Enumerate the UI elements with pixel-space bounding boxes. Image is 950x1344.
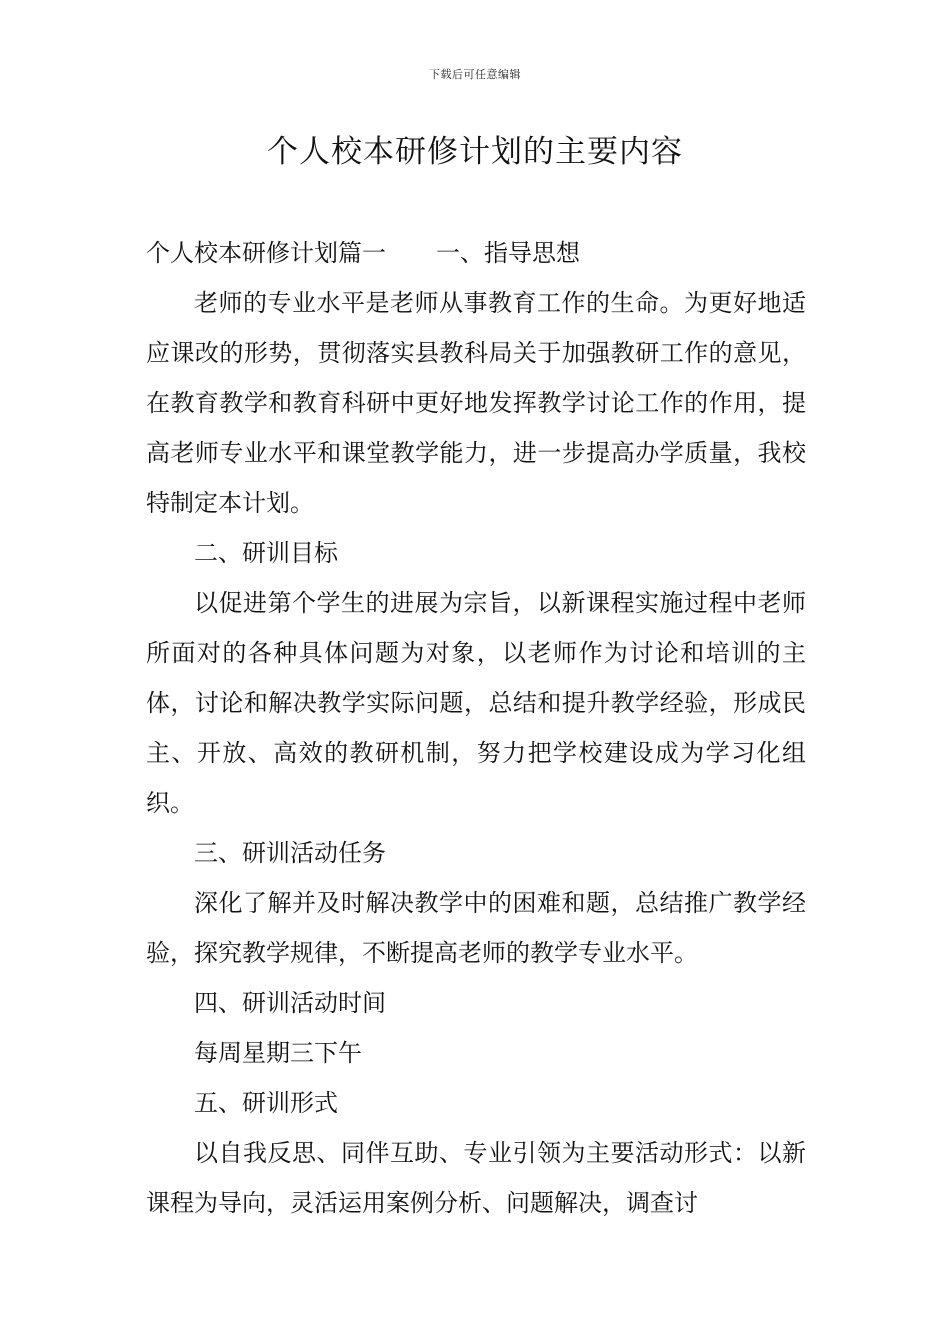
- header-note: 下载后可任意编辑: [429, 68, 521, 81]
- section-heading: 四、研训活动时间: [194, 989, 386, 1017]
- document-body: [146, 228, 806, 1228]
- paragraph: 深化了解并及时解决教学中的困难和题，总结推广教学经验，探究教学规律，不断提高老师的教学专业水平。: [146, 889, 806, 967]
- paragraph: 以自我反思、同伴互助、专业引领为主要活动形式：以新课程为导向，灵活运用案例分析、问题解决，调查讨: [146, 1139, 806, 1217]
- section-heading: 五、研训形式: [194, 1089, 338, 1117]
- section-prefix: 个人校本研修计划篇一: [146, 239, 386, 267]
- paragraph: 每周星期三下午: [194, 1039, 362, 1067]
- first-line: [146, 228, 806, 278]
- paragraph: 以促进第个学生的进展为宗旨，以新课程实施过程中老师所面对的各种具体问题为对象，以老师作为讨论和培训的主体，讨论和解决教学实际问题，总结和提升教学经验，形成民主、开放、高效的教研机制，努力把学校建设成为学习化组织。: [146, 589, 806, 817]
- paragraph: 老师的专业水平是老师从事教育工作的生命。为更好地适应课改的形势，贯彻落实县教科局关于加强教研工作的意见，在教育教学和教育科研中更好地发挥教学讨论工作的作用，提高老师专业水平和课堂教学能力，进一步提高办学质量，我校特制定本计划。: [146, 289, 806, 517]
- section-heading: 二、研训目标: [194, 539, 338, 567]
- section-heading: 三、研训活动任务: [194, 839, 386, 867]
- document-title: 个人校本研修计划的主要内容: [267, 134, 683, 170]
- section-heading: 一、指导思想: [436, 239, 580, 267]
